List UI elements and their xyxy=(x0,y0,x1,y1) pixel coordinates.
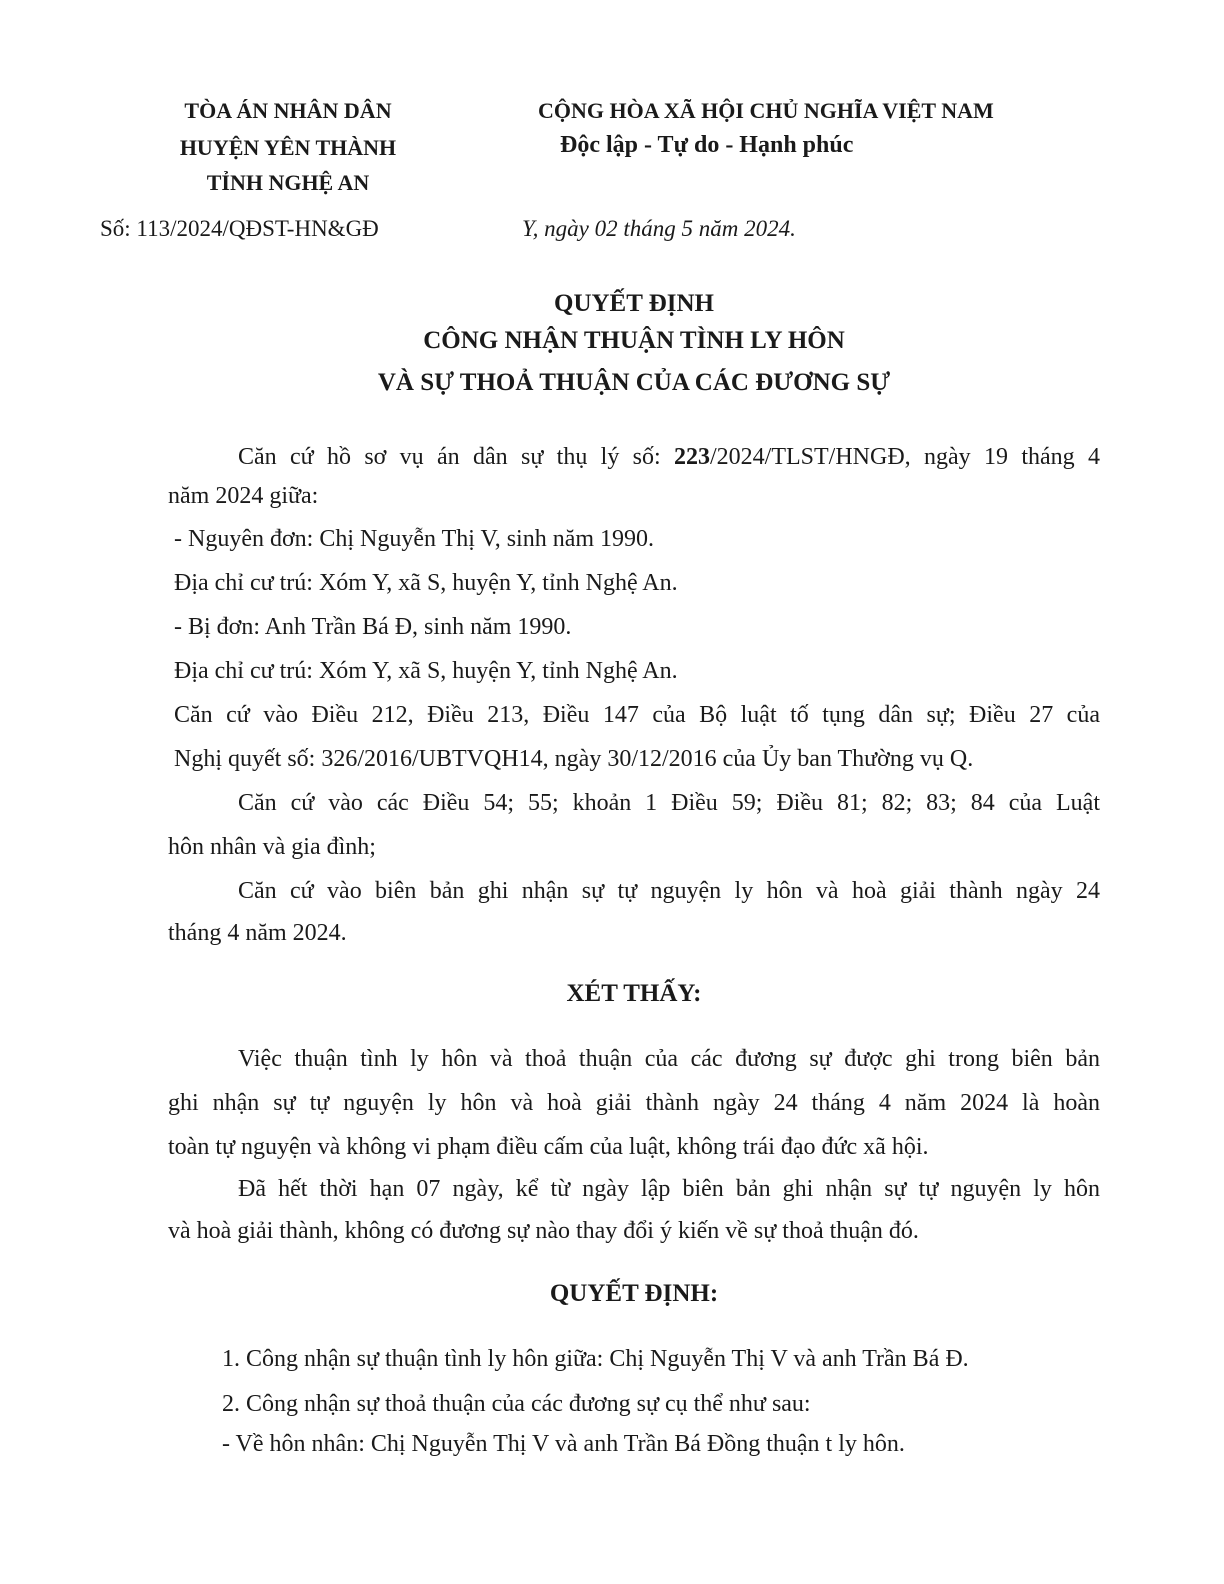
case-basis-prefix: Căn cứ hồ sơ vụ án dân sự thụ lý số: xyxy=(238,444,675,470)
court-name-line-3: TỈNH NGHỆ AN xyxy=(206,170,370,195)
decision-marriage: - Về hôn nhân: Chị Nguyễn Thị V và anh Trần Bá Đồng thuận t ly hôn. xyxy=(222,1431,905,1457)
legal-basis-1-line-1: Căn cứ vào Điều 212, Điều 213, Điều 147 của Bộ luật tố tụng dân sự; Điều 27 của xyxy=(174,702,1100,728)
decision-heading: QUYẾT ĐỊNH: xyxy=(549,1280,719,1307)
decision-number: Số: 113/2024/QĐST-HN&GĐ xyxy=(100,216,379,241)
considering-p1-line-2: ghi nhận sự tự nguyện ly hôn và hoà giải thành ngày 24 tháng 4 năm 2024 là hoàn xyxy=(168,1090,1100,1116)
document-subtitle-2: VÀ SỰ THOẢ THUẬN CỦA CÁC ĐƯƠNG SỰ xyxy=(377,369,891,396)
case-basis-line-2: năm 2024 giữa: xyxy=(168,483,319,509)
legal-basis-2-line-1: Căn cứ vào các Điều 54; 55; khoản 1 Điều 59; Điều 81; 82; 83; 84 của Luật xyxy=(238,790,1100,816)
considering-p1-line-3: toàn tự nguyện và không vi phạm điều cấm của luật, không trái đạo đức xã hội. xyxy=(168,1134,929,1160)
court-name-line-1: TÒA ÁN NHÂN DÂN xyxy=(184,98,392,123)
national-motto: Độc lập - Tự do - Hạnh phúc xyxy=(560,132,854,158)
case-number: 223 xyxy=(674,444,711,470)
legal-basis-1-line-2: Nghị quyết số: 326/2016/UBTVQH14, ngày 30/12/2016 của Ủy ban Thường vụ Q. xyxy=(174,746,974,772)
decision-item-1: 1. Công nhận sự thuận tình ly hôn giữa: Chị Nguyễn Thị V và anh Trần Bá Đ. xyxy=(222,1346,969,1372)
considering-p2-line-1: Đã hết thời hạn 07 ngày, kể từ ngày lập biên bản ghi nhận sự tự nguyện ly hôn xyxy=(238,1176,1100,1202)
considering-heading: XÉT THẤY: xyxy=(566,980,702,1007)
plaintiff-address: Địa chỉ cư trú: Xóm Y, xã S, huyện Y, tỉnh Nghệ An. xyxy=(174,570,678,596)
document-subtitle-1: CÔNG NHẬN THUẬN TÌNH LY HÔN xyxy=(423,327,845,354)
case-basis-suffix: /2024/TLST/HNGĐ, ngày 19 tháng 4 xyxy=(710,444,1100,470)
minutes-basis-line-2: tháng 4 năm 2024. xyxy=(168,920,347,946)
legal-basis-2-line-2: hôn nhân và gia đình; xyxy=(168,834,376,860)
decision-date: Y, ngày 02 tháng 5 năm 2024. xyxy=(522,216,796,241)
minutes-basis-line-1: Căn cứ vào biên bản ghi nhận sự tự nguyện ly hôn và hoà giải thành ngày 24 xyxy=(238,878,1100,904)
document-title: QUYẾT ĐỊNH xyxy=(554,290,714,317)
considering-p1-line-1: Việc thuận tình ly hôn và thoả thuận của các đương sự được ghi trong biên bản xyxy=(238,1046,1100,1072)
court-name-line-2: HUYỆN YÊN THÀNH xyxy=(179,135,397,160)
decision-item-2: 2. Công nhận sự thoả thuận của các đương sự cụ thể như sau: xyxy=(222,1391,811,1417)
case-basis-line-1 xyxy=(238,444,1100,471)
republic-name: CỘNG HÒA XÃ HỘI CHỦ NGHĨA VIỆT NAM xyxy=(538,98,994,123)
defendant: - Bị đơn: Anh Trần Bá Đ, sinh năm 1990. xyxy=(174,614,572,640)
defendant-address: Địa chỉ cư trú: Xóm Y, xã S, huyện Y, tỉnh Nghệ An. xyxy=(174,658,678,684)
considering-p2-line-2: và hoà giải thành, không có đương sự nào thay đổi ý kiến về sự thoả thuận đó. xyxy=(168,1218,919,1244)
plaintiff: - Nguyên đơn: Chị Nguyễn Thị V, sinh năm 1990. xyxy=(174,526,655,552)
